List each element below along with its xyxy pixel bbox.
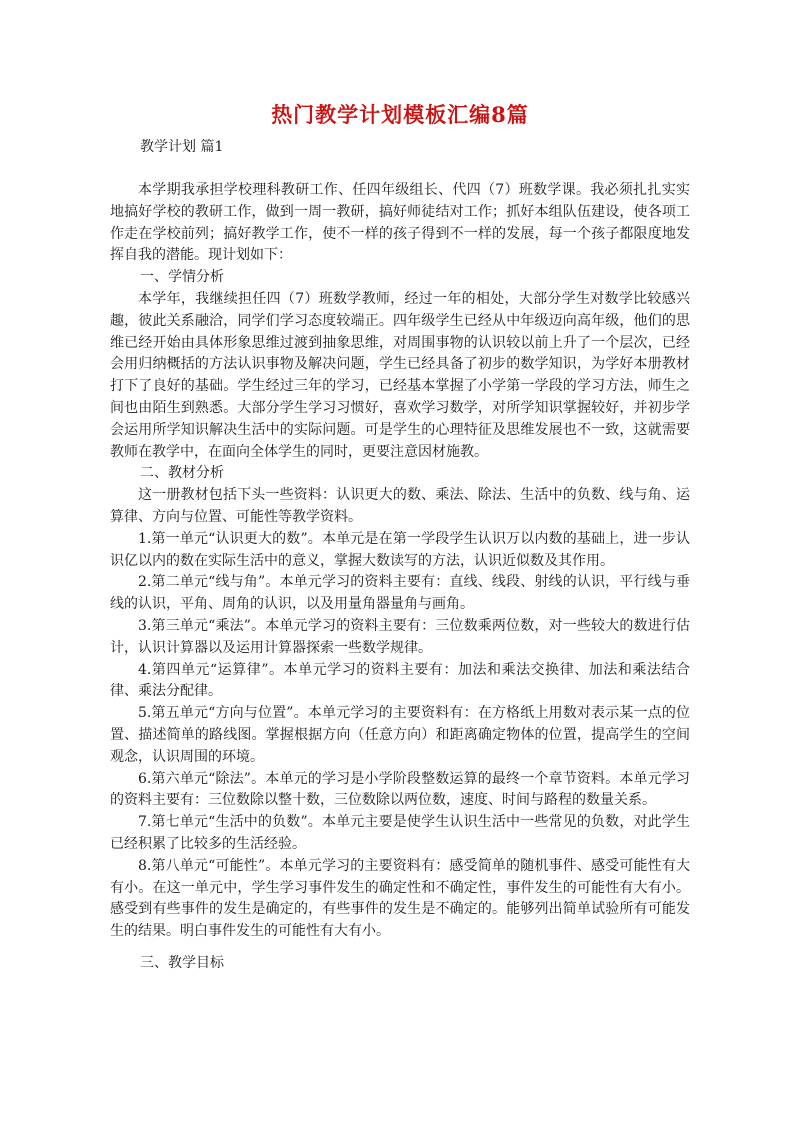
unit-paragraph: 7.第七单元“生活中的负数”。本单元主要是使学生认识生活中一些常见的负数，对此学生已经积累了比较多的生活经验。	[110, 814, 690, 852]
plan-subtitle: 教学计划 篇1	[140, 139, 224, 155]
document-page	[110, 0, 690, 1132]
textbook-analysis-intro: 这一册教材包括下头一些资料：认识更大的数、乘法、除法、生活中的负数、线与角、运算律、方向与位置、可能性等教学资料。	[110, 487, 690, 525]
document-title: 热门教学计划模板汇编8篇	[271, 102, 529, 127]
unit-paragraph: 8.第八单元“可能性”。本单元学习的主要资料有：感受简单的随机事件、感受可能性有大有小。在这一单元中，学生学习事件发生的确定性和不确定性，事件发生的可能性有大有小。感受到有些事件的发生是确定的，有些事件的发生是不确定的。能够列出简单试验所有可能发生的结果。明白事件发生的可能性有大有小。	[110, 857, 690, 940]
unit-paragraph: 4.第四单元“运算律”。本单元学习的资料主要有：加法和乘法交换律、加法和乘法结合律、乘法分配律。	[110, 661, 690, 700]
section-heading-textbook-analysis: 二、教材分析	[140, 465, 224, 482]
intro-paragraph: 本学期我承担学校理科教研工作、任四年级组长、代四（7）班数学课。我必须扎扎实实地搞好学校的教研工作，做到一周一教研，搞好师徒结对工作；抓好本组队伍建设，使各项工作走在学校前列；搞好教学工作，使不一样的孩子得到不一样的发展，每一个孩子都限度地发挥自我的潜能。现计划如下：	[110, 182, 690, 264]
document-body	[110, 180, 690, 975]
unit-paragraph: 6.第六单元“除法”。本单元的学习是小学阶段整数运算的最终一个章节资料。本单元学习的资料主要有：三位数除以整十数，三位数除以两位数，速度、时间与路程的数量关系。	[110, 770, 690, 809]
section-heading-student-analysis: 一、学情分析	[140, 269, 224, 286]
student-analysis-paragraph: 本学年，我继续担任四（7）班数学教师，经过一年的相处，大部分学生对数学比较感兴趣，彼此关系融洽，同学们学习态度较端正。四年级学生已经从中年级迈向高年级，他们的思维已经开始由具体形象思维过渡到抽象思维，对周围事物的认识较以前上升了一个层次，已经会用归纳概括的方法认识事物及解决问题，学生已经具备了初步的数学知识，为学好本册教材打下了良好的基础。学生经过三年的学习，已经基本掌握了小学第一学段的学习方法，师生之间也由陌生到熟悉。大部分学生学习习惯好，喜欢学习数学，对所学知识掌握较好，并初步学会运用所学知识解决生活中的实际问题。可是学生的心理特征及思维发展也不一致，这就需要教师在教学中，在面向全体学生的同时，更要注意因材施教。	[110, 290, 690, 460]
unit-paragraph: 2.第二单元“线与角”。本单元学习的资料主要有：直线、线段、射线的认识，平行线与垂线的认识，平角、周角的认识，以及用量角器量角与画角。	[110, 574, 690, 613]
unit-paragraph: 3.第三单元“乘法”。本单元学习的资料主要有：三位数乘两位数，对一些较大的数进行估计，认识计算器以及运用计算器探索一些数学规律。	[110, 617, 690, 656]
unit-paragraph: 1.第一单元“认识更大的数”。本单元是在第一学段学生认识万以内数的基础上，进一步认识亿以内的数在实际生活中的意义，掌握大数读写的方法，认识近似数及其作用。	[110, 530, 690, 569]
unit-paragraph: 5.第五单元“方向与位置”。本单元学习的主要资料有：在方格纸上用数对表示某一点的位置、描述简单的路线图。掌握根据方向（任意方向）和距离确定物体的位置，提高学生的空间观念，认识周围的环境。	[110, 705, 690, 765]
section-heading-teaching-goals: 三、教学目标	[140, 954, 224, 971]
